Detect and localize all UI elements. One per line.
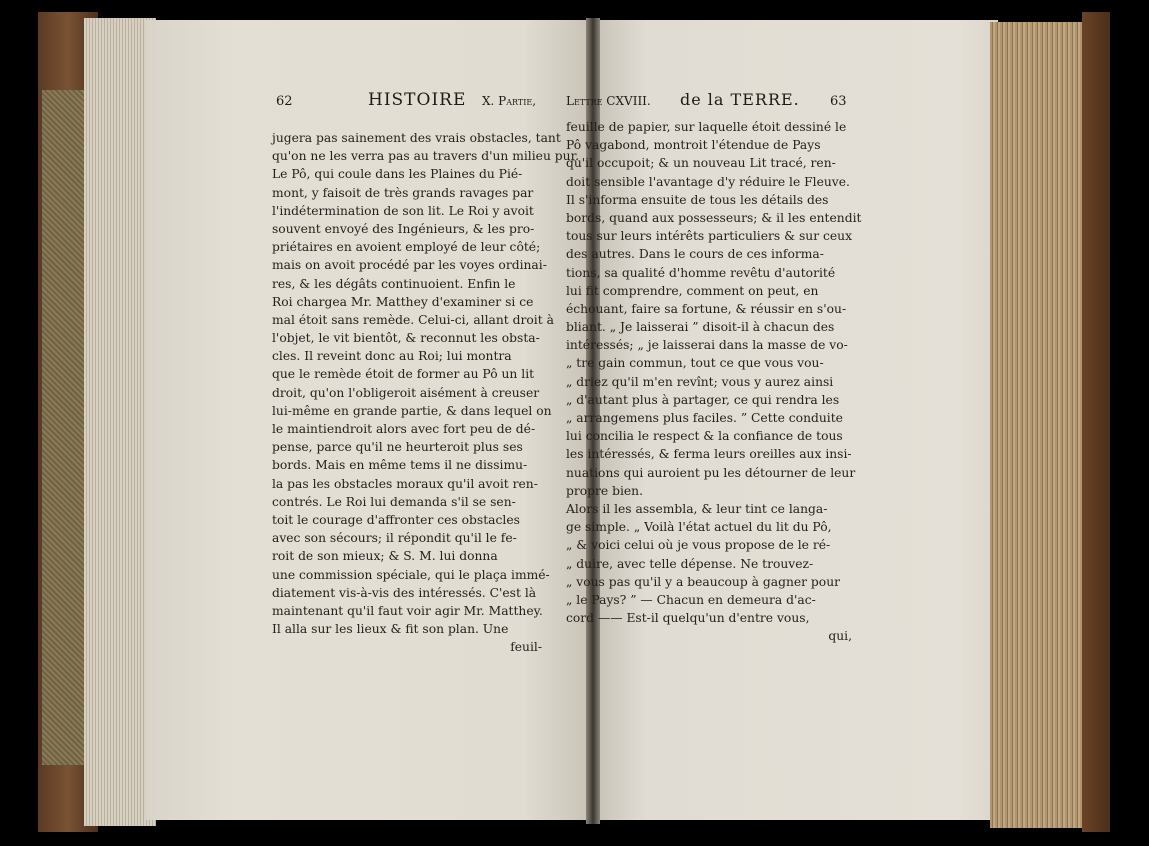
text-line: l'objet, le vit bientôt, & reconnut les obsta-	[272, 331, 540, 346]
text-line: mais on avoit procédé par les voyes ordinai-	[272, 258, 547, 273]
text-line: „ driez qu'il m'en revînt; vous y aurez ainsi	[566, 374, 834, 389]
text-line: cord —— Est-il quelqu'un d'entre vous,	[566, 611, 810, 626]
text-line: doit sensible l'avantage d'y réduire le Fleuve.	[566, 174, 850, 189]
text-line: „ d'autant plus à partager, ce qui rendra les	[566, 392, 840, 407]
text-line: avec son sécours; il répondit qu'il le fe-	[272, 531, 517, 546]
text-line: nuations qui auroient pu les détourner de leur	[566, 465, 856, 480]
text-line: bords. Mais en même tems il ne dissimu-	[272, 458, 528, 473]
text-line: mal étoit sans remède. Celui-ci, allant droit à	[272, 312, 554, 327]
right-running-head-letter: Lettre CXVIII.	[566, 94, 651, 108]
text-line: ge simple. „ Voilà l'état actuel du lit du Pô,	[566, 520, 832, 535]
text-line: souvent envoyé des Ingénieurs, & les pro-	[272, 221, 535, 236]
text-line: tions, sa qualité d'homme revêtu d'autorité	[566, 265, 836, 280]
text-line: res, & les dégâts continuoient. Enfin le	[272, 276, 516, 291]
text-line: lui fit comprendre, comment on peut, en	[566, 283, 819, 298]
left-running-head-part: X. Partie,	[482, 94, 537, 108]
text-line: „ vous pas qu'il y a beaucoup à gagner pour	[566, 574, 840, 589]
text-line: lui concilia le respect & la confiance de tous	[566, 429, 843, 444]
left-running-head: HISTOIRE	[368, 90, 467, 110]
catchword: qui,	[828, 629, 852, 644]
text-line: tous sur leurs intérêts particuliers & sur ceux	[566, 229, 853, 244]
text-line: bords, quand aux possesseurs; & il les entendit	[566, 210, 862, 225]
text-line: maintenant qu'il faut voir agir Mr. Matthey.	[272, 603, 543, 618]
text-line: contrés. Le Roi lui demanda s'il se sen-	[272, 494, 516, 509]
text-line: les intéressés, & ferma leurs oreilles aux insi-	[566, 447, 852, 462]
text-line: mont, y faisoit de très grands ravages par	[272, 185, 534, 200]
left-page-text	[272, 129, 580, 656]
text-line: l'indétermination de son lit. Le Roi y avoit	[272, 203, 534, 218]
text-line: qu'on ne les verra pas au travers d'un milieu pur.	[272, 149, 580, 164]
text-line: „ duire, avec telle dépense. Ne trouvez-	[566, 556, 814, 571]
text-line: pense, parce qu'il ne heurteroit plus ses	[272, 440, 523, 455]
text-line: „ arrangemens plus faciles. ” Cette conduite	[566, 411, 843, 425]
text-line: intéressés; „ je laisserai dans la masse de vo-	[566, 338, 848, 353]
text-line: échouant, faire sa fortune, & réussir en s'ou-	[566, 301, 847, 316]
text-line: Alors il les assembla, & leur tint ce langa-	[566, 501, 828, 516]
text-line: bliant. „ Je laisserai ” disoit-il à chacun des	[566, 320, 835, 335]
text-line: Pô vagabond, montroit l'étendue de Pays	[566, 138, 821, 153]
text-line: priétaires en avoient employé de leur côté;	[272, 240, 541, 255]
text-line: jugera pas sainement des vrais obstacles, tant	[272, 131, 561, 145]
text-line: Roi chargea Mr. Matthey d'examiner si ce	[272, 294, 534, 309]
text-line: Il alla sur les lieux & fit son plan. Une	[272, 622, 509, 637]
text-line: diatement vis-à-vis des intéressés. C'est là	[272, 585, 537, 600]
text-line: lui-même en grande partie, & dans lequel on	[272, 403, 552, 418]
right-running-head: de la TERRE.	[680, 90, 800, 109]
text-line: toit le courage d'affronter ces obstacles	[272, 512, 520, 527]
text-line: que le remède étoit de former au Pô un lit	[272, 367, 535, 382]
right-cover	[1082, 12, 1110, 832]
right-page-text	[566, 118, 862, 645]
text-line: droit, qu'on l'obligeroit aisément à creuser	[272, 385, 540, 400]
text-line: „ & voici celui où je vous propose de le ré-	[566, 538, 831, 553]
text-line: „ le Pays? ” — Chacun en demeura d'ac-	[566, 592, 816, 607]
text-line: propre bien.	[566, 483, 643, 498]
text-line: des autres. Dans le cours de ces informa-	[566, 247, 824, 262]
text-line: roit de son mieux; & S. M. lui donna	[272, 549, 498, 564]
text-line: cles. Il reveint donc au Roi; lui montra	[272, 349, 512, 364]
text-line: le maintiendroit alors avec fort peu de dé-	[272, 422, 536, 436]
text-line: une commission spéciale, qui le plaça immé-	[272, 567, 550, 582]
text-line: Le Pô, qui coule dans les Plaines du Pié-	[272, 167, 523, 182]
left-page-number: 62	[276, 94, 293, 109]
right-page-number: 63	[830, 94, 847, 109]
left-cover-board	[42, 90, 86, 765]
text-line: Il s'informa ensuite de tous les détails des	[566, 192, 829, 207]
text-line: qu'il occupoit; & un nouveau Lit tracé, ren-	[566, 156, 836, 171]
right-page-edges	[990, 22, 1084, 828]
text-line: la pas les obstacles moraux qu'il avoit ren-	[272, 476, 538, 491]
catchword: feuil-	[510, 640, 542, 655]
text-line: feuille de papier, sur laquelle étoit dessiné le	[566, 120, 847, 134]
text-line: „ tre gain commun, tout ce que vous vou-	[566, 356, 824, 371]
